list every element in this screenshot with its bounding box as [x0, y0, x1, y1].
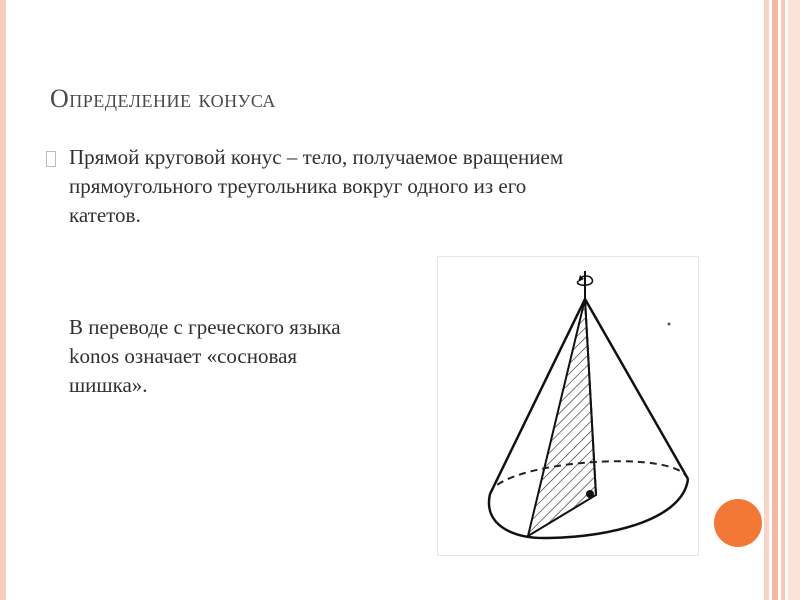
right-decorative-stripe [772, 0, 778, 600]
right-decorative-stripe [781, 0, 785, 600]
etymology-note [69, 313, 429, 400]
definition-line: прямоугольного треугольника вокруг одного из его [69, 174, 527, 198]
definition-text [69, 143, 729, 230]
slide-title: Определение конуса [50, 84, 276, 113]
cone-right-edge [585, 299, 688, 479]
definition-line: катетов. [69, 203, 141, 227]
orange-circle-decoration [714, 499, 762, 547]
stray-dot [668, 323, 671, 326]
cone-drawing [438, 257, 698, 555]
definition-line: Прямой круговой конус – тело, получаемое вращением [69, 145, 564, 169]
cone-figure [437, 256, 699, 556]
note-line: шишка». [69, 373, 148, 397]
hatched-triangle [528, 299, 596, 536]
base-center-point [586, 490, 594, 498]
left-decorative-stripe [0, 0, 6, 600]
bullet-icon [46, 151, 56, 167]
right-decorative-stripe [764, 0, 769, 600]
note-line: В переводе с греческого языка [69, 315, 341, 339]
right-decorative-stripe [788, 0, 800, 600]
note-line: konos означает «сосновая [69, 344, 298, 368]
